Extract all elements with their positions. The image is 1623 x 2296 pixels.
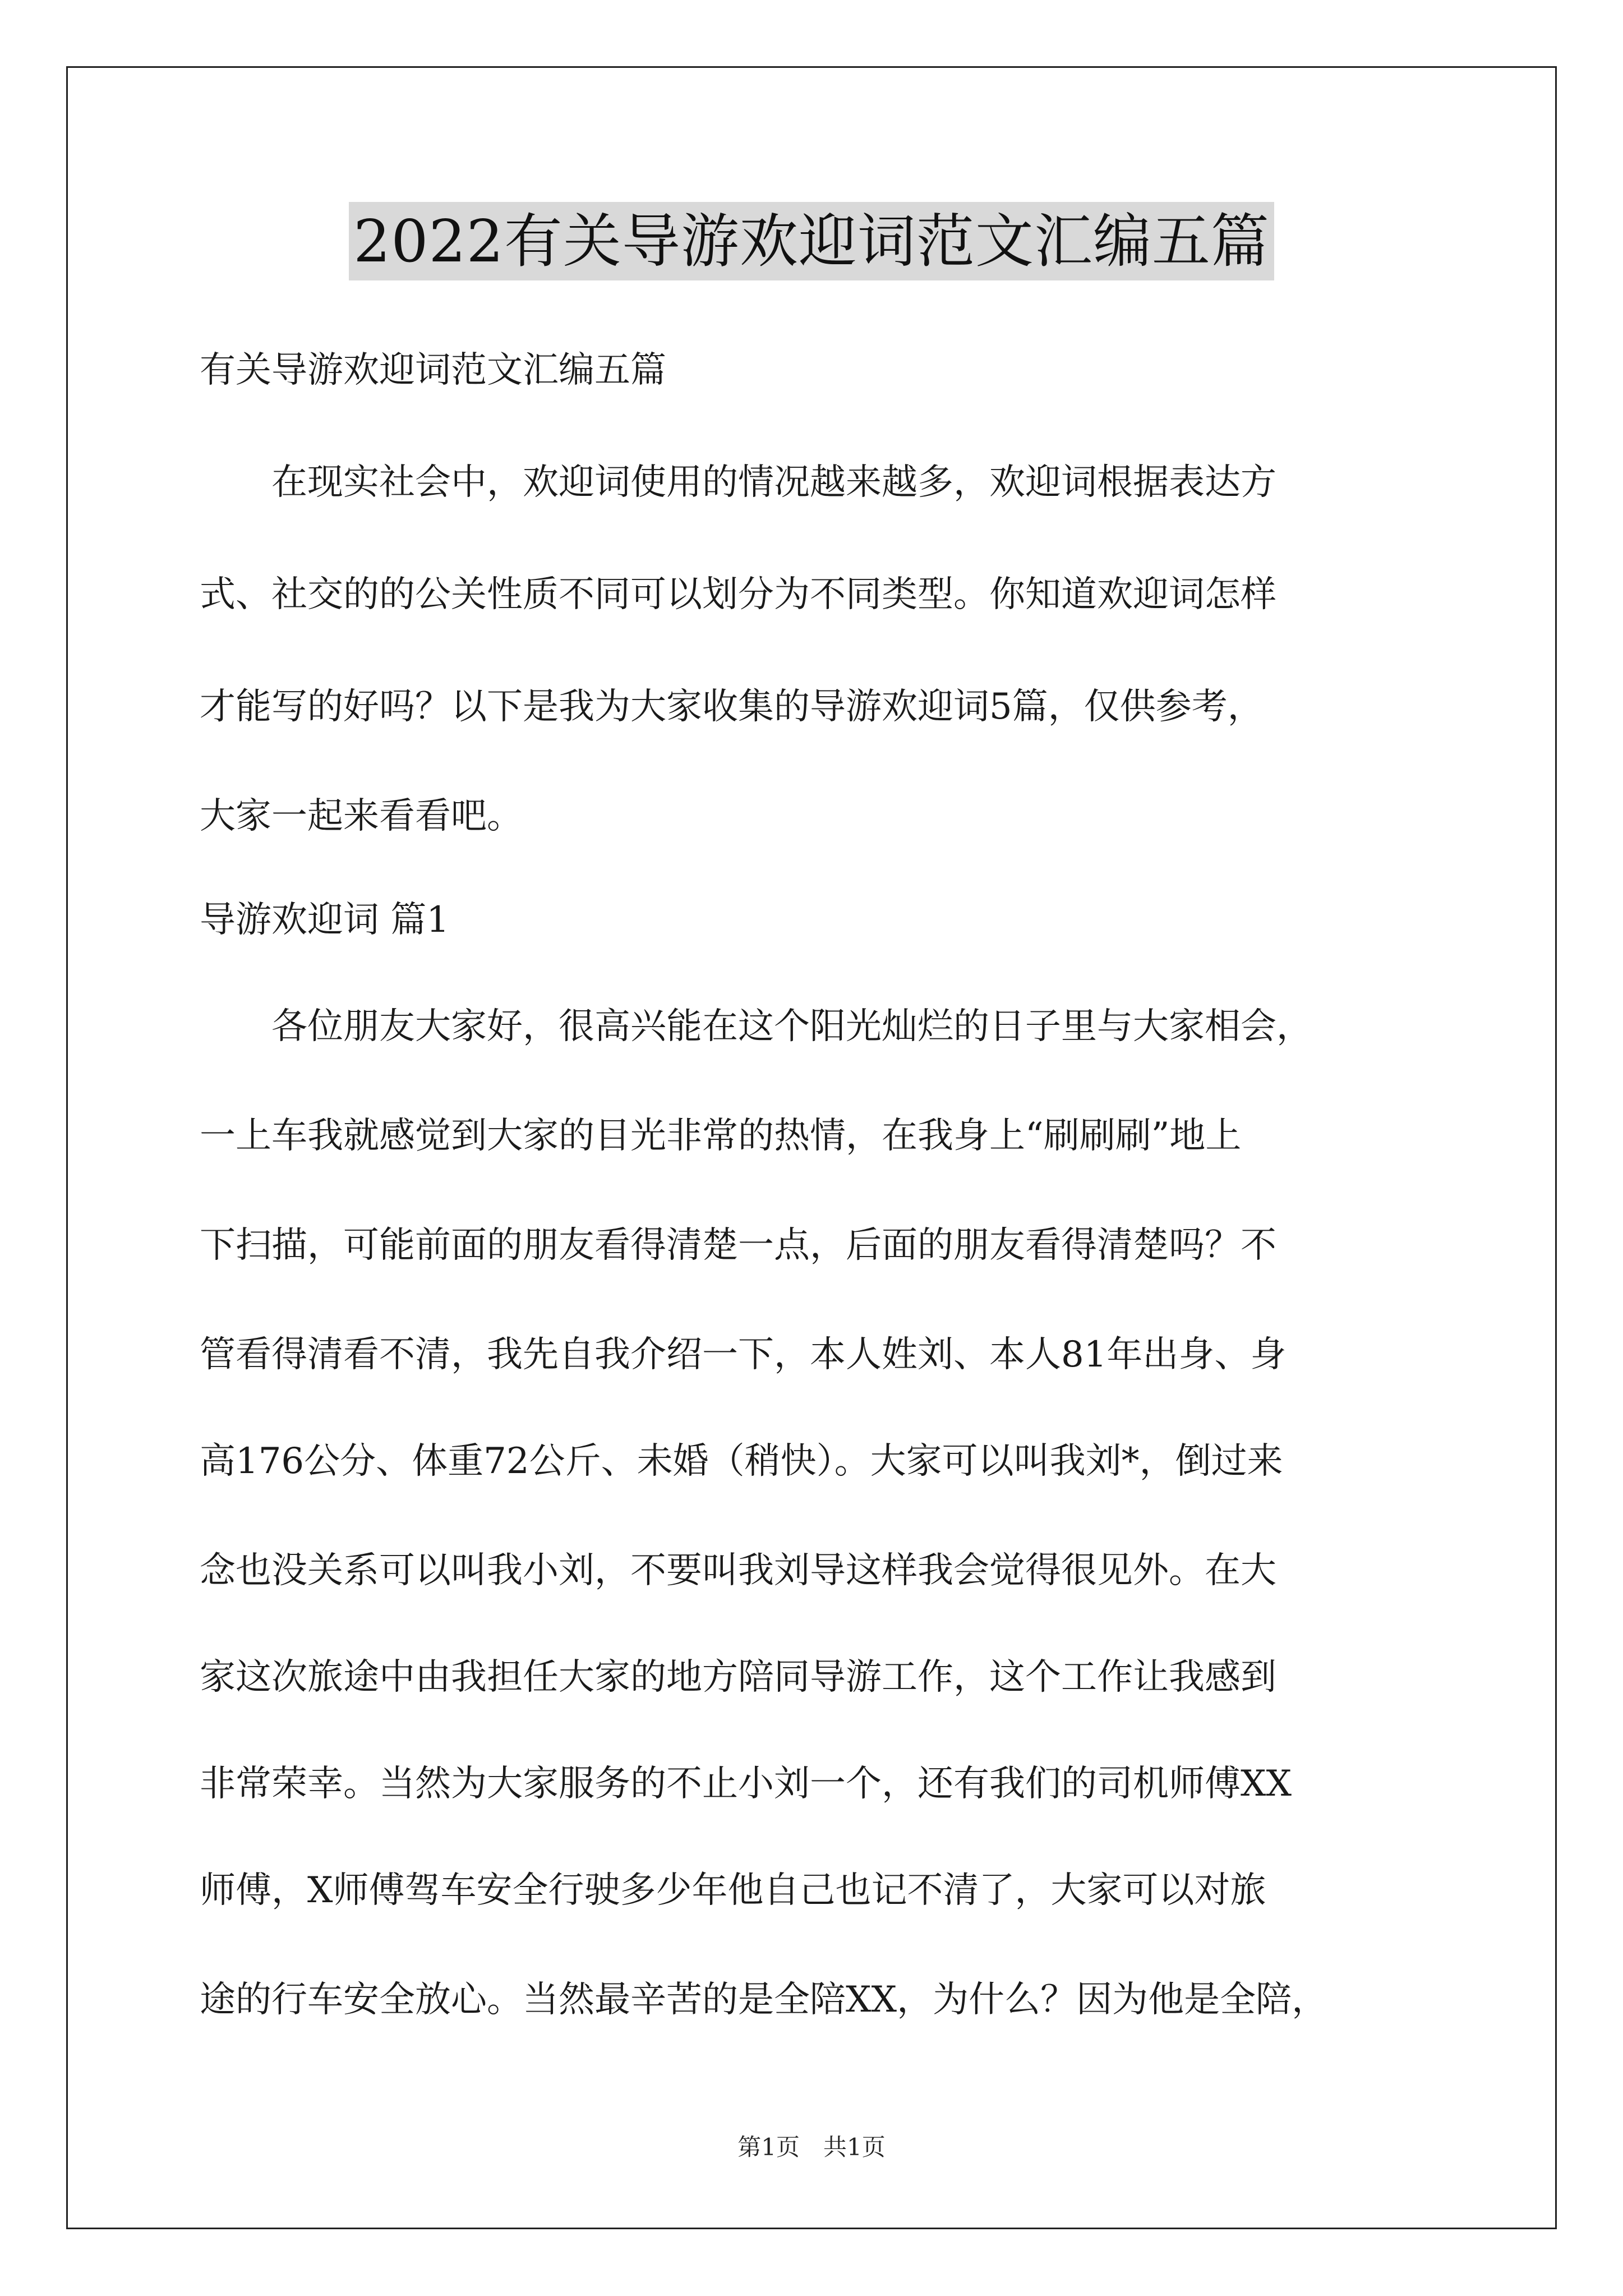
document-subtitle: 有关导游欢迎词范文汇编五篇: [200, 349, 666, 391]
body-line: 师傅，X师傅驾车安全行驶多少年他自己也记不清了，大家可以对旅: [200, 1870, 1266, 1911]
body-line: 一上车我就感觉到大家的目光非常的热情，在我身上“刷刷刷”地上: [200, 1115, 1242, 1157]
page-number: 第1页 共1页: [737, 2133, 886, 2161]
body-line: 念也没关系可以叫我小刘，不要叫我刘导这样我会觉得很见外。在大: [200, 1550, 1276, 1591]
body-line: 管看得清看不清，我先自我介绍一下，本人姓刘、本人81年出身、身: [200, 1334, 1287, 1375]
body-line: 各位朋友大家好，很高兴能在这个阳光灿烂的日子里与大家相会，: [200, 1006, 1312, 1047]
body-line: 家这次旅途中由我担任大家的地方陪同导游工作，这个工作让我感到: [200, 1657, 1276, 1698]
body-line: 下扫描，可能前面的朋友看得清楚一点，后面的朋友看得清楚吗？不: [200, 1225, 1276, 1266]
intro-line: 式、社交的的公关性质不同可以划分为不同类型。你知道欢迎词怎样: [200, 574, 1276, 615]
section-heading: 导游欢迎词 篇1: [200, 899, 450, 941]
body-line: 途的行车安全放心。当然最辛苦的是全陪XX，为什么？因为他是全陪，: [200, 1979, 1328, 2021]
document-title: 2022有关导游欢迎词范文汇编五篇: [349, 202, 1274, 280]
body-line: 高176公分、体重72公斤、未婚（稍快）。大家可以叫我刘*，倒过来: [200, 1441, 1283, 1482]
body-line: 非常荣幸。当然为大家服务的不止小刘一个，还有我们的司机师傅XX: [200, 1763, 1292, 1805]
intro-line: 大家一起来看看吧。: [200, 795, 523, 837]
intro-line: 才能写的好吗？以下是我为大家收集的导游欢迎词5篇，仅供参考，: [200, 686, 1264, 728]
intro-line: 在现实社会中，欢迎词使用的情况越来越多，欢迎词根据表达方: [200, 462, 1276, 503]
